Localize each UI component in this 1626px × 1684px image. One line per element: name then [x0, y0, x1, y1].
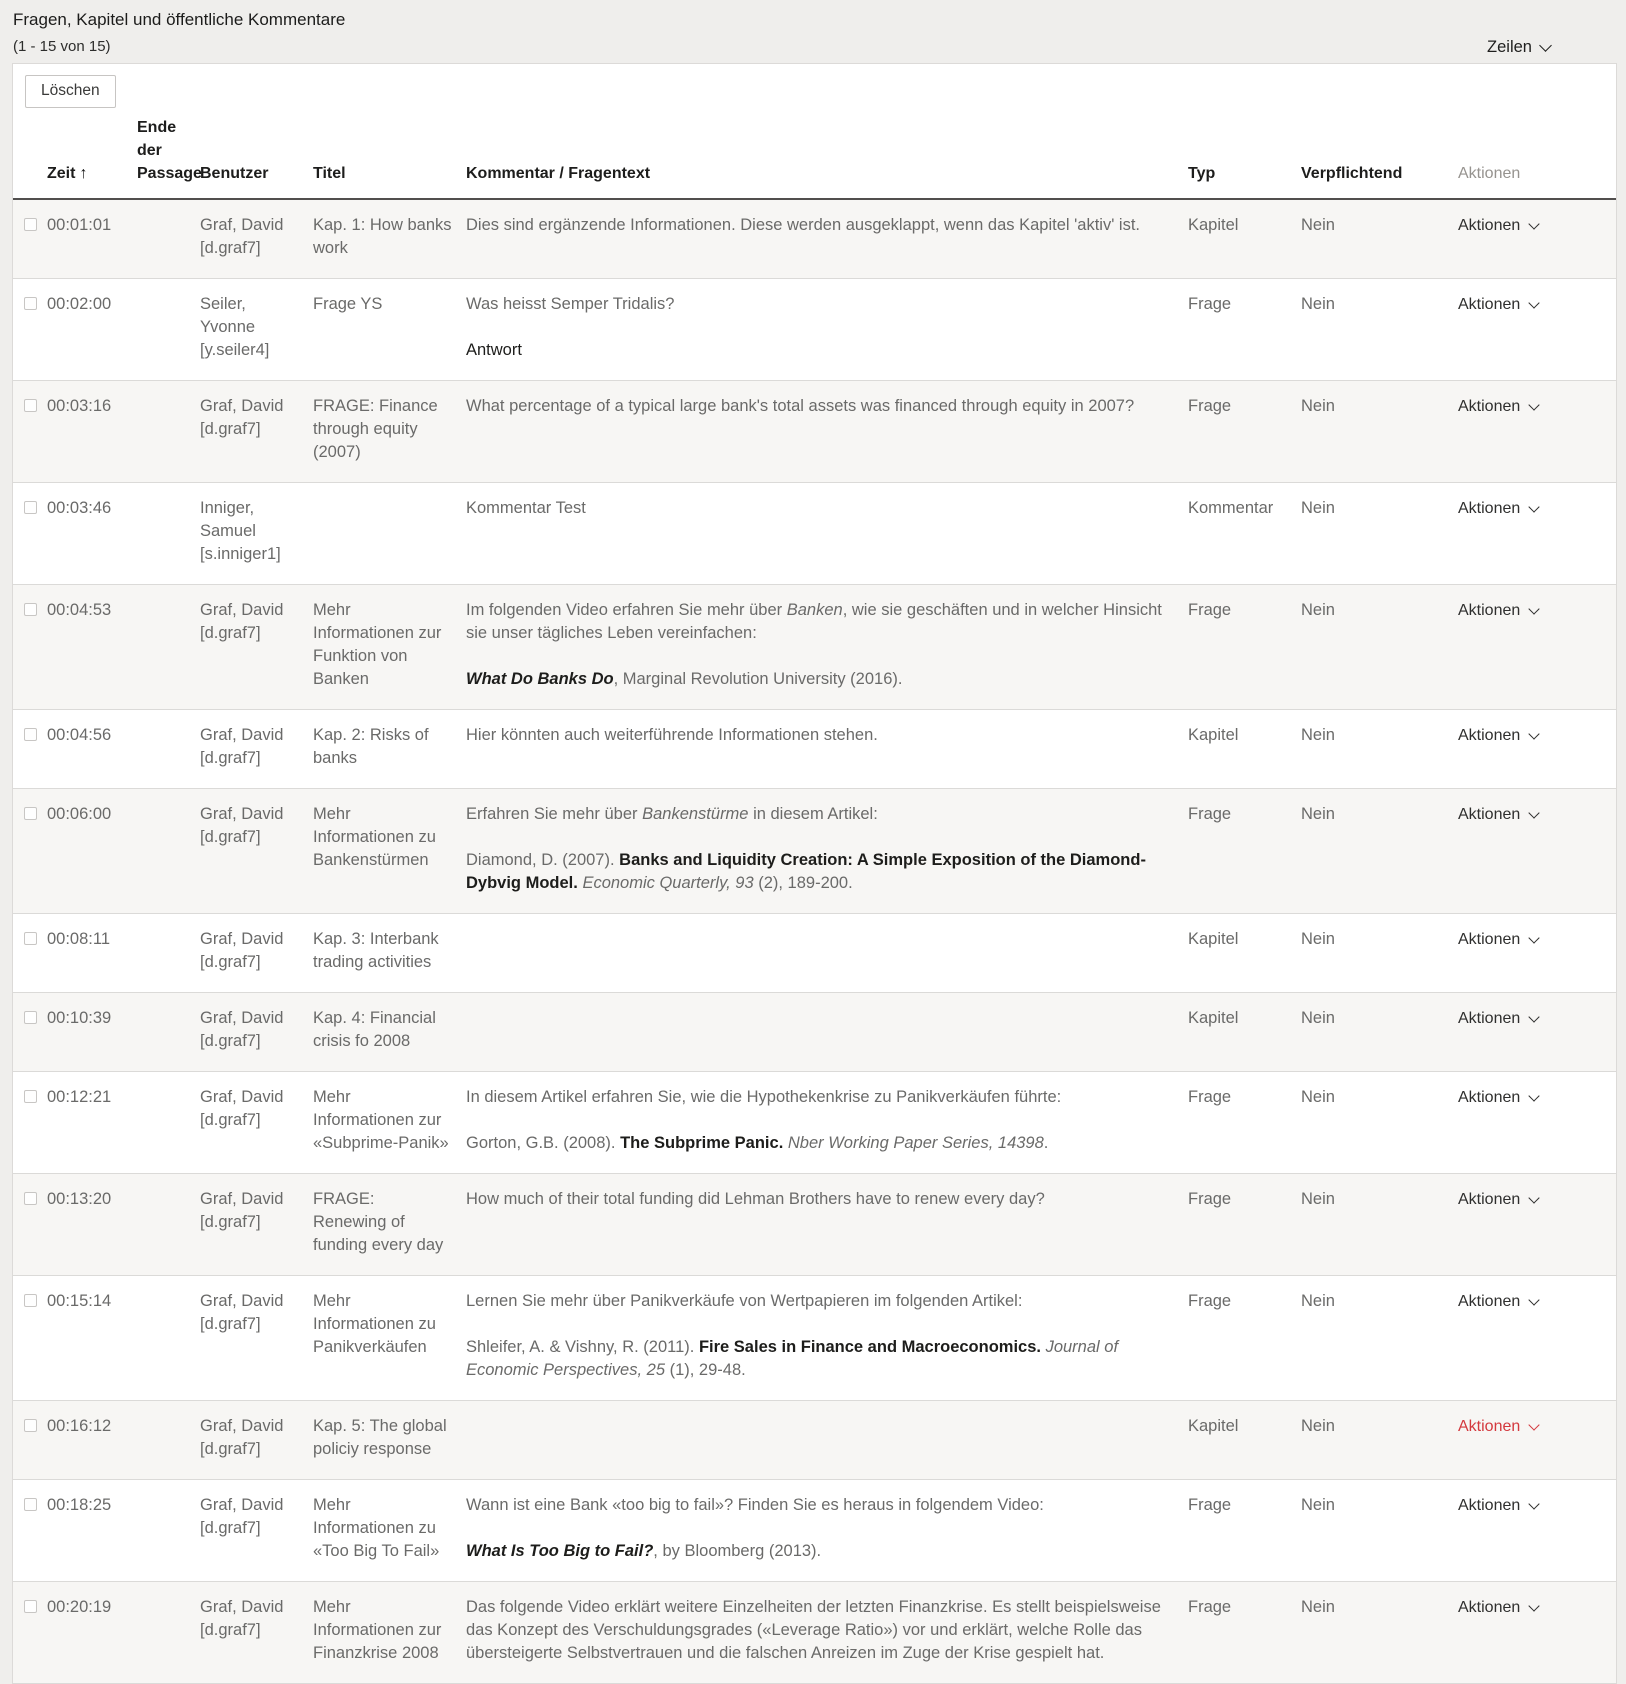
row-actions-button[interactable] — [1458, 1089, 1538, 1106]
column-label: Typ — [1188, 165, 1216, 183]
row-comment — [466, 1581, 1188, 1683]
row-end-of-passage — [137, 1581, 200, 1683]
comments-panel — [12, 63, 1617, 1684]
row-mandatory: Nein — [1301, 199, 1458, 279]
row-checkbox[interactable] — [24, 1192, 37, 1205]
row-actions-label: Aktionen — [1458, 726, 1521, 744]
row-actions-button[interactable] — [1458, 727, 1538, 744]
row-mandatory: Nein — [1301, 1173, 1458, 1275]
comment-text: Wann ist eine Bank «too big to fail»? Finden Sie es heraus in folgendem Video: — [466, 1495, 1044, 1514]
row-actions-cell — [1458, 1400, 1616, 1479]
row-actions-cell — [1458, 1275, 1616, 1400]
chevron-down-icon — [1529, 1090, 1540, 1101]
row-comment — [466, 709, 1188, 788]
row-actions-label: Aktionen — [1458, 1292, 1521, 1310]
row-actions-cell — [1458, 199, 1616, 279]
comment-text: Das folgende Video erklärt weitere Einzelheiten der letzten Finanzkrise. Es stellt beispielsweise das Konzept des Verschuldungsgrades («Leverage Ratio») vor und erklärt, welche Rolle das übersteigerte Selbstvertrauen und die falschen Anreizen im Zuge der Krise gespielt hat. — [466, 1597, 1161, 1662]
row-checkbox-cell — [13, 1071, 47, 1173]
row-user: Graf, David [d.graf7] — [200, 584, 313, 709]
row-mandatory: Nein — [1301, 584, 1458, 709]
row-user: Inniger, Samuel [s.inniger1] — [200, 482, 313, 584]
comment-text: Diamond, D. (2007). — [466, 850, 620, 869]
row-checkbox-cell — [13, 1400, 47, 1479]
row-actions-button[interactable] — [1458, 217, 1538, 234]
rows-dropdown[interactable] — [1487, 38, 1550, 57]
table-row — [13, 584, 1616, 709]
comment-text: Economic Quarterly, 93 — [582, 873, 754, 892]
comment-text: Nber Working Paper Series, 14398 — [787, 1133, 1044, 1152]
comment-paragraph — [466, 214, 1174, 237]
column-header-ende-der-passage[interactable] — [137, 110, 200, 199]
comment-text: Banks and Liquidity Creation: A Simple Exposition of the Diamond-Dybvig Model. — [466, 850, 1146, 892]
row-comment — [466, 584, 1188, 709]
row-checkbox[interactable] — [24, 1419, 37, 1432]
table-row — [13, 788, 1616, 913]
row-user: Graf, David [d.graf7] — [200, 1275, 313, 1400]
row-end-of-passage — [137, 1400, 200, 1479]
row-actions-label: Aktionen — [1458, 499, 1521, 517]
row-title: FRAGE: Renewing of funding every day — [313, 1173, 466, 1275]
row-checkbox[interactable] — [24, 399, 37, 412]
row-title: Mehr Informationen zu «Too Big To Fail» — [313, 1479, 466, 1581]
row-actions-label: Aktionen — [1458, 295, 1521, 313]
comment-paragraph — [466, 1290, 1174, 1313]
comment-text: Erfahren Sie mehr über — [466, 804, 643, 823]
rows-dropdown-label: Zeilen — [1487, 38, 1532, 56]
row-type: Kapitel — [1188, 199, 1301, 279]
comment-paragraph — [466, 803, 1174, 826]
row-user: Graf, David [d.graf7] — [200, 199, 313, 279]
row-type: Kapitel — [1188, 709, 1301, 788]
row-checkbox-cell — [13, 1275, 47, 1400]
row-actions-label: Aktionen — [1458, 397, 1521, 415]
delete-button[interactable]: Löschen — [25, 75, 116, 108]
comment-paragraph — [466, 497, 1174, 520]
comment-text: (1), 29-48. — [665, 1360, 746, 1379]
row-actions-button[interactable] — [1458, 602, 1538, 619]
row-title: FRAGE: Finance through equity (2007) — [313, 380, 466, 482]
column-header-verpflichtend[interactable] — [1301, 110, 1458, 199]
comment-text: . — [1043, 1133, 1049, 1152]
table-row — [13, 278, 1616, 380]
table-row — [13, 709, 1616, 788]
table-row — [13, 1275, 1616, 1400]
page-header — [0, 0, 1626, 63]
row-actions-label: Aktionen — [1458, 1009, 1521, 1027]
row-actions-button[interactable] — [1458, 1418, 1538, 1435]
chevron-down-icon — [1539, 39, 1552, 52]
row-actions-button[interactable] — [1458, 806, 1538, 823]
comment-text: Shleifer, A. & Vishny, R. (2011). — [466, 1337, 699, 1356]
row-title — [313, 482, 466, 584]
comment-paragraph — [466, 599, 1174, 645]
row-actions-label: Aktionen — [1458, 1496, 1521, 1514]
row-checkbox[interactable] — [24, 1498, 37, 1511]
table-row — [13, 992, 1616, 1071]
comment-paragraph — [466, 1540, 1174, 1563]
comment-paragraph — [466, 1336, 1174, 1382]
comment-text: What Do Banks Do — [466, 669, 614, 688]
row-title: Mehr Informationen zur «Subprime-Panik» — [313, 1071, 466, 1173]
row-checkbox-cell — [13, 380, 47, 482]
row-time: 00:18:25 — [47, 1479, 137, 1581]
comment-text: , wie sie geschäften und in welcher Hinsicht sie unser tägliches Leben vereinfachen: — [466, 600, 1162, 642]
row-actions-label: Aktionen — [1458, 805, 1521, 823]
chevron-down-icon — [1529, 399, 1540, 410]
row-end-of-passage — [137, 380, 200, 482]
row-actions-cell — [1458, 278, 1616, 380]
table-header-row — [13, 110, 1616, 199]
row-actions-cell — [1458, 1479, 1616, 1581]
comment-text: Was heisst Semper Tridalis? — [466, 294, 675, 313]
row-type: Kapitel — [1188, 913, 1301, 992]
comment-text: , by Bloomberg (2013). — [653, 1541, 822, 1560]
table-row — [13, 380, 1616, 482]
row-user: Graf, David [d.graf7] — [200, 1400, 313, 1479]
row-actions-label: Aktionen — [1458, 1190, 1521, 1208]
row-checkbox-cell — [13, 1581, 47, 1683]
chevron-down-icon — [1529, 501, 1540, 512]
row-checkbox[interactable] — [24, 807, 37, 820]
comment-text: In diesem Artikel erfahren Sie, wie die Hypothekenkrise zu Panikverkäufen führte: — [466, 1087, 1062, 1106]
row-checkbox[interactable] — [24, 1600, 37, 1613]
table-row — [13, 482, 1616, 584]
comment-text: Kommentar Test — [466, 498, 586, 517]
row-actions-button[interactable] — [1458, 1293, 1538, 1310]
row-user: Graf, David [d.graf7] — [200, 709, 313, 788]
row-mandatory: Nein — [1301, 709, 1458, 788]
row-end-of-passage — [137, 913, 200, 992]
row-time: 00:13:20 — [47, 1173, 137, 1275]
chevron-down-icon — [1529, 603, 1540, 614]
row-actions-button[interactable] — [1458, 296, 1538, 313]
row-comment — [466, 482, 1188, 584]
row-time: 00:04:56 — [47, 709, 137, 788]
comment-text: Gorton, G.B. (2008). — [466, 1133, 621, 1152]
row-user: Seiler, Yvonne [y.seiler4] — [200, 278, 313, 380]
row-actions-cell — [1458, 482, 1616, 584]
chevron-down-icon — [1529, 297, 1540, 308]
column-label: Ende der Passage — [137, 119, 202, 183]
column-header-titel[interactable] — [313, 110, 466, 199]
column-label: Titel — [313, 165, 346, 183]
row-user: Graf, David [d.graf7] — [200, 788, 313, 913]
row-mandatory: Nein — [1301, 380, 1458, 482]
row-mandatory: Nein — [1301, 1275, 1458, 1400]
comment-text: Banken — [786, 600, 843, 619]
row-mandatory: Nein — [1301, 1479, 1458, 1581]
row-title: Kap. 2: Risks of banks — [313, 709, 466, 788]
row-actions-cell — [1458, 709, 1616, 788]
row-checkbox[interactable] — [24, 728, 37, 741]
row-time: 00:02:00 — [47, 278, 137, 380]
row-checkbox-cell — [13, 278, 47, 380]
row-comment — [466, 1400, 1188, 1479]
row-time: 00:10:39 — [47, 992, 137, 1071]
table-row — [13, 1400, 1616, 1479]
row-title: Mehr Informationen zu Panikverkäufen — [313, 1275, 466, 1400]
row-type: Frage — [1188, 1479, 1301, 1581]
row-time: 00:15:14 — [47, 1275, 137, 1400]
comments-table — [13, 110, 1616, 1684]
row-actions-cell — [1458, 1173, 1616, 1275]
row-actions-cell — [1458, 992, 1616, 1071]
comment-paragraph — [466, 724, 1174, 747]
comment-paragraph — [466, 1132, 1174, 1155]
row-checkbox-cell — [13, 1479, 47, 1581]
row-comment — [466, 992, 1188, 1071]
comment-paragraph — [466, 1494, 1174, 1517]
chevron-down-icon — [1529, 1419, 1540, 1430]
row-type: Frage — [1188, 380, 1301, 482]
row-comment — [466, 1071, 1188, 1173]
row-type: Frage — [1188, 1581, 1301, 1683]
comment-paragraph — [466, 1086, 1174, 1109]
row-checkbox-cell — [13, 1173, 47, 1275]
comment-text: What percentage of a typical large bank's total assets was financed through equity in 2007? — [466, 396, 1135, 415]
column-label: Zeit — [47, 165, 76, 183]
row-end-of-passage — [137, 788, 200, 913]
row-type: Frage — [1188, 1173, 1301, 1275]
chevron-down-icon — [1529, 728, 1540, 739]
row-type: Frage — [1188, 278, 1301, 380]
row-actions-button[interactable] — [1458, 931, 1538, 948]
row-mandatory: Nein — [1301, 1581, 1458, 1683]
chevron-down-icon — [1529, 1600, 1540, 1611]
row-type: Kommentar — [1188, 482, 1301, 584]
row-title: Kap. 5: The global policiy response — [313, 1400, 466, 1479]
column-header-checkbox — [13, 110, 47, 199]
row-checkbox-cell — [13, 482, 47, 584]
row-actions-cell — [1458, 584, 1616, 709]
row-comment — [466, 199, 1188, 279]
column-label: Verpflichtend — [1301, 165, 1403, 183]
comment-text: The Subprime Panic. — [620, 1133, 784, 1152]
row-end-of-passage — [137, 199, 200, 279]
chevron-down-icon — [1529, 807, 1540, 818]
row-user: Graf, David [d.graf7] — [200, 1479, 313, 1581]
comment-text: , Marginal Revolution University (2016). — [613, 669, 903, 688]
row-checkbox[interactable] — [24, 297, 37, 310]
column-header-aktionen — [1458, 110, 1616, 199]
row-type: Frage — [1188, 584, 1301, 709]
row-time: 00:01:01 — [47, 199, 137, 279]
chevron-down-icon — [1529, 932, 1540, 943]
row-time: 00:08:11 — [47, 913, 137, 992]
row-checkbox[interactable] — [24, 1294, 37, 1307]
row-time: 00:20:19 — [47, 1581, 137, 1683]
comment-paragraph — [466, 1596, 1174, 1665]
row-actions-label: Aktionen — [1458, 1088, 1521, 1106]
chevron-down-icon — [1529, 1294, 1540, 1305]
comment-paragraph — [466, 395, 1174, 418]
row-end-of-passage — [137, 278, 200, 380]
row-comment — [466, 788, 1188, 913]
row-user: Graf, David [d.graf7] — [200, 992, 313, 1071]
table-row — [13, 1173, 1616, 1275]
row-comment — [466, 1479, 1188, 1581]
column-label: Benutzer — [200, 165, 269, 183]
row-user: Graf, David [d.graf7] — [200, 1173, 313, 1275]
row-actions-cell — [1458, 1071, 1616, 1173]
comment-text: (2), 189-200. — [753, 873, 853, 892]
comment-text: Bankenstürme — [642, 804, 749, 823]
comment-text: Lernen Sie mehr über Panikverkäufe von Wertpapieren im folgenden Artikel: — [466, 1291, 1023, 1310]
row-user: Graf, David [d.graf7] — [200, 913, 313, 992]
row-actions-button[interactable] — [1458, 398, 1538, 415]
comment-text: Im folgenden Video erfahren Sie mehr über — [466, 600, 787, 619]
row-mandatory: Nein — [1301, 482, 1458, 584]
row-end-of-passage — [137, 1071, 200, 1173]
row-mandatory: Nein — [1301, 1400, 1458, 1479]
row-mandatory: Nein — [1301, 992, 1458, 1071]
row-type: Frage — [1188, 788, 1301, 913]
page-title: Fragen, Kapitel und öffentliche Kommentare — [13, 10, 346, 29]
row-actions-button[interactable] — [1458, 500, 1538, 517]
column-label: Kommentar / Fragentext — [466, 165, 651, 183]
comment-text: What Is Too Big to Fail? — [466, 1541, 654, 1560]
row-actions-label: Aktionen — [1458, 1417, 1521, 1435]
comment-text: in diesem Artikel: — [748, 804, 878, 823]
comment-text: Journal of Economic Perspectives, 25 — [466, 1337, 1119, 1379]
table-row — [13, 1071, 1616, 1173]
row-checkbox-cell — [13, 584, 47, 709]
row-comment — [466, 278, 1188, 380]
row-mandatory: Nein — [1301, 1071, 1458, 1173]
row-title: Kap. 1: How banks work — [313, 199, 466, 279]
row-user: Graf, David [d.graf7] — [200, 1071, 313, 1173]
row-actions-button[interactable] — [1458, 1191, 1538, 1208]
row-actions-cell — [1458, 380, 1616, 482]
column-header-kommentar[interactable] — [466, 110, 1188, 199]
row-title: Mehr Informationen zur Finanzkrise 2008 — [313, 1581, 466, 1683]
row-actions-cell — [1458, 913, 1616, 992]
row-actions-label: Aktionen — [1458, 1598, 1521, 1616]
row-title: Mehr Informationen zu Bankenstürmen — [313, 788, 466, 913]
row-actions-label: Aktionen — [1458, 601, 1521, 619]
comment-text: Fire Sales in Finance and Macroeconomics. — [698, 1337, 1041, 1356]
row-time: 00:03:46 — [47, 482, 137, 584]
row-actions-label: Aktionen — [1458, 216, 1521, 234]
row-checkbox-cell — [13, 913, 47, 992]
row-end-of-passage — [137, 1275, 200, 1400]
row-title: Mehr Informationen zur Funktion von Banken — [313, 584, 466, 709]
row-checkbox-cell — [13, 992, 47, 1071]
row-checkbox[interactable] — [24, 932, 37, 945]
row-comment — [466, 1173, 1188, 1275]
row-end-of-passage — [137, 709, 200, 788]
row-time: 00:16:12 — [47, 1400, 137, 1479]
row-time: 00:12:21 — [47, 1071, 137, 1173]
comment-paragraph — [466, 1188, 1174, 1211]
row-comment — [466, 1275, 1188, 1400]
chevron-down-icon — [1529, 1192, 1540, 1203]
row-checkbox-cell — [13, 199, 47, 279]
row-type: Kapitel — [1188, 992, 1301, 1071]
row-actions-cell — [1458, 1581, 1616, 1683]
row-comment — [466, 913, 1188, 992]
table-row — [13, 1581, 1616, 1683]
row-title: Kap. 3: Interbank trading activities — [313, 913, 466, 992]
row-time: 00:04:53 — [47, 584, 137, 709]
row-end-of-passage — [137, 1173, 200, 1275]
row-user: Graf, David [d.graf7] — [200, 1581, 313, 1683]
comment-text: Dies sind ergänzende Informationen. Diese werden ausgeklappt, wenn das Kapitel 'aktiv' ist. — [466, 215, 1141, 234]
comment-paragraph — [466, 339, 1174, 362]
row-comment — [466, 380, 1188, 482]
row-time: 00:06:00 — [47, 788, 137, 913]
row-user: Graf, David [d.graf7] — [200, 380, 313, 482]
row-mandatory: Nein — [1301, 913, 1458, 992]
comment-text: How much of their total funding did Lehman Brothers have to renew every day? — [466, 1189, 1045, 1208]
row-actions-button[interactable] — [1458, 1010, 1538, 1027]
row-checkbox[interactable] — [24, 603, 37, 616]
row-type: Kapitel — [1188, 1400, 1301, 1479]
row-type: Frage — [1188, 1071, 1301, 1173]
row-checkbox-cell — [13, 709, 47, 788]
column-header-benutzer[interactable] — [200, 110, 313, 199]
column-header-zeit[interactable] — [47, 110, 137, 199]
row-type: Frage — [1188, 1275, 1301, 1400]
column-header-typ[interactable] — [1188, 110, 1301, 199]
comment-paragraph — [466, 849, 1174, 895]
row-actions-label: Aktionen — [1458, 930, 1521, 948]
chevron-down-icon — [1529, 1498, 1540, 1509]
table-body — [13, 199, 1616, 1684]
row-end-of-passage — [137, 584, 200, 709]
result-count: (1 - 15 von 15) — [13, 38, 111, 55]
comment-paragraph — [466, 293, 1174, 316]
row-mandatory: Nein — [1301, 788, 1458, 913]
comment-text: Antwort — [466, 340, 522, 359]
table-row — [13, 199, 1616, 279]
row-actions-cell — [1458, 788, 1616, 913]
sort-ascending-icon: ↑ — [79, 165, 88, 183]
table-row — [13, 913, 1616, 992]
row-actions-button[interactable] — [1458, 1497, 1538, 1514]
row-checkbox[interactable] — [24, 1011, 37, 1024]
row-actions-button[interactable] — [1458, 1599, 1538, 1616]
chevron-down-icon — [1529, 218, 1540, 229]
comment-text: Hier könnten auch weiterführende Informationen stehen. — [466, 725, 878, 744]
comment-paragraph — [466, 668, 1174, 691]
row-title: Kap. 4: Financial crisis fo 2008 — [313, 992, 466, 1071]
row-end-of-passage — [137, 1479, 200, 1581]
row-checkbox[interactable] — [24, 501, 37, 514]
row-checkbox-cell — [13, 788, 47, 913]
table-row — [13, 1479, 1616, 1581]
row-checkbox[interactable] — [24, 1090, 37, 1103]
row-end-of-passage — [137, 482, 200, 584]
row-title: Frage YS — [313, 278, 466, 380]
row-time: 00:03:16 — [47, 380, 137, 482]
column-label: Aktionen — [1458, 165, 1521, 183]
row-checkbox[interactable] — [24, 218, 37, 231]
row-mandatory: Nein — [1301, 278, 1458, 380]
chevron-down-icon — [1529, 1011, 1540, 1022]
row-end-of-passage — [137, 992, 200, 1071]
